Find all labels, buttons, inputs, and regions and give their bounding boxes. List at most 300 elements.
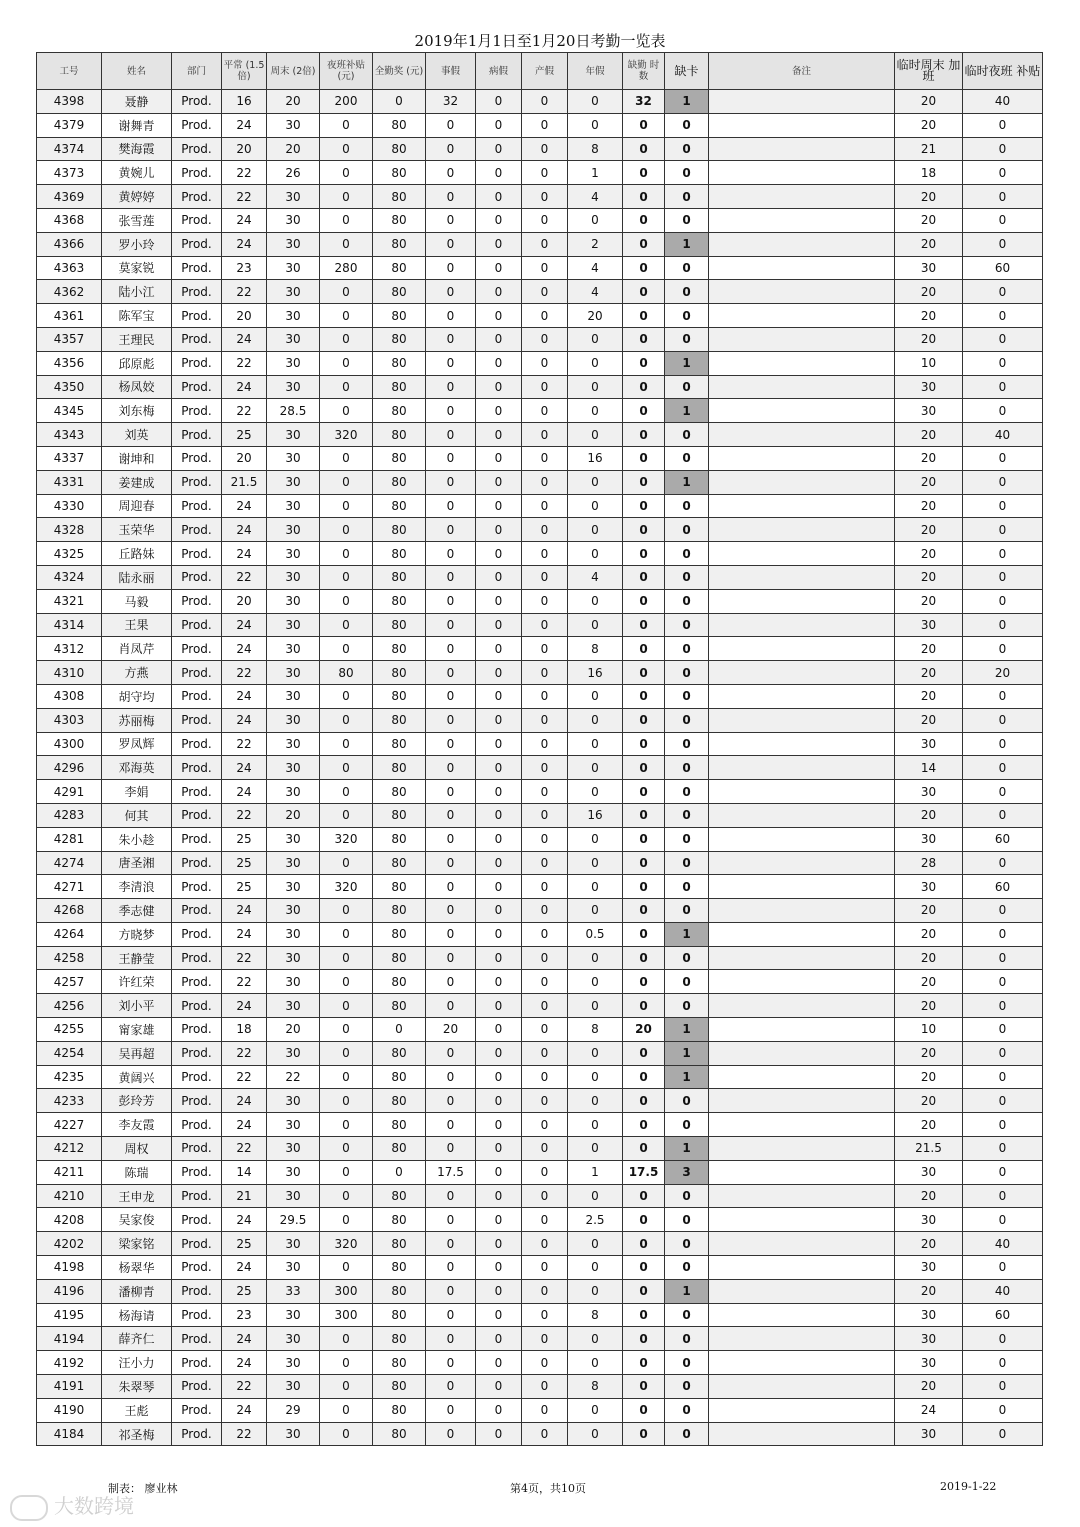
col-full-attendance-cell: 80 <box>373 423 426 447</box>
col-name-cell: 张雪莲 <box>102 208 172 232</box>
table-row <box>37 1303 1043 1327</box>
col-name-cell: 甯家雄 <box>102 1018 172 1042</box>
col-night-allowance-cell: 0 <box>320 922 373 946</box>
col-annual-leave-cell: 20 <box>568 304 623 328</box>
col-empno-cell: 4331 <box>37 470 102 494</box>
table-row <box>37 423 1043 447</box>
col-personal-leave-cell: 0 <box>426 708 476 732</box>
col-missed-punch-cell: 1 <box>665 470 709 494</box>
col-night-allowance-cell: 0 <box>320 1351 373 1375</box>
col-annual-leave-cell: 1 <box>568 1160 623 1184</box>
col-weekend-ot-cell: 30 <box>267 780 320 804</box>
col-sick-leave-cell: 0 <box>476 1065 522 1089</box>
col-temp-weekend-ot-cell: 20 <box>895 423 963 447</box>
col-empno-cell: 4208 <box>37 1208 102 1232</box>
col-missed-punch-cell: 0 <box>665 1256 709 1280</box>
col-annual-leave-cell: 0 <box>568 1232 623 1256</box>
col-temp-weekend-ot-cell: 20 <box>895 1232 963 1256</box>
col-temp-night-allowance-cell: 0 <box>963 542 1043 566</box>
col-missed-punch-cell: 0 <box>665 375 709 399</box>
col-name-cell: 潘柳青 <box>102 1279 172 1303</box>
col-absence-hours-cell: 20 <box>623 1018 665 1042</box>
col-name-cell: 肖凤芹 <box>102 637 172 661</box>
col-annual-leave-cell: 0 <box>568 518 623 542</box>
col-annual-leave-cell: 2.5 <box>568 1208 623 1232</box>
col-full-attendance-cell: 80 <box>373 875 426 899</box>
col-personal-leave-cell: 0 <box>426 1327 476 1351</box>
col-personal-leave-cell: 0 <box>426 113 476 137</box>
col-sick-leave-cell: 0 <box>476 1160 522 1184</box>
col-absence-hours-cell: 0 <box>623 994 665 1018</box>
table-row <box>37 589 1043 613</box>
col-missed-punch-cell: 0 <box>665 208 709 232</box>
col-dept-cell: Prod. <box>172 494 222 518</box>
col-absence-hours-cell: 0 <box>623 113 665 137</box>
col-sick-leave-cell: 0 <box>476 1089 522 1113</box>
col-temp-night-allowance-cell: 40 <box>963 90 1043 114</box>
col-dept-cell: Prod. <box>172 708 222 732</box>
col-annual-leave-cell: 0 <box>568 970 623 994</box>
col-dept-cell: Prod. <box>172 1351 222 1375</box>
col-maternity-leave-cell: 0 <box>522 351 568 375</box>
col-remarks-cell <box>709 1398 895 1422</box>
col-weekend-ot-cell: 30 <box>267 732 320 756</box>
col-name-cell: 刘东梅 <box>102 399 172 423</box>
col-temp-night-allowance-cell: 0 <box>963 1160 1043 1184</box>
table-row <box>37 1041 1043 1065</box>
table-row <box>37 375 1043 399</box>
col-sick-leave-cell: 0 <box>476 542 522 566</box>
col-annual-leave-cell: 2 <box>568 232 623 256</box>
table-row <box>37 137 1043 161</box>
col-temp-weekend-ot-cell: 30 <box>895 875 963 899</box>
col-annual-leave-cell: 0 <box>568 1184 623 1208</box>
col-weekday-ot-cell: 16 <box>222 90 267 114</box>
col-remarks-cell <box>709 946 895 970</box>
col-name-cell: 邱原彪 <box>102 351 172 375</box>
col-full-attendance-cell: 80 <box>373 661 426 685</box>
col-maternity-leave-cell: 0 <box>522 1375 568 1399</box>
col-sick-leave-cell: 0 <box>476 423 522 447</box>
col-full-attendance-cell: 80 <box>373 327 426 351</box>
col-personal-leave-cell: 0 <box>426 446 476 470</box>
table-row <box>37 1279 1043 1303</box>
col-personal-leave-cell: 0 <box>426 1398 476 1422</box>
col-weekday-ot-cell: 24 <box>222 780 267 804</box>
col-empno-cell: 4374 <box>37 137 102 161</box>
col-temp-weekend-ot-cell: 14 <box>895 756 963 780</box>
col-sick-leave-cell: 0 <box>476 1113 522 1137</box>
col-absence-hours-cell: 0 <box>623 565 665 589</box>
col-temp-night-allowance-cell: 0 <box>963 1398 1043 1422</box>
col-empno-cell: 4330 <box>37 494 102 518</box>
table-row <box>37 256 1043 280</box>
col-remarks-cell <box>709 1375 895 1399</box>
col-personal-leave-cell: 0 <box>426 1256 476 1280</box>
col-maternity-leave-cell: 0 <box>522 161 568 185</box>
col-absence-hours-cell: 0 <box>623 637 665 661</box>
col-weekend-ot-cell: 30 <box>267 1232 320 1256</box>
col-missed-punch-cell: 0 <box>665 1089 709 1113</box>
col-temp-night-allowance-cell: 0 <box>963 851 1043 875</box>
col-missed-punch-cell: 0 <box>665 780 709 804</box>
col-missed-punch-cell: 1 <box>665 1018 709 1042</box>
col-dept-cell: Prod. <box>172 875 222 899</box>
col-temp-weekend-ot-cell: 30 <box>895 399 963 423</box>
col-weekend-ot-cell: 30 <box>267 1184 320 1208</box>
table-row <box>37 208 1043 232</box>
col-weekend-ot-cell: 30 <box>267 423 320 447</box>
col-maternity-leave-cell: 0 <box>522 899 568 923</box>
col-absence-hours-cell: 0 <box>623 1089 665 1113</box>
col-weekend-ot-cell: 30 <box>267 922 320 946</box>
col-name-cell: 陆小江 <box>102 280 172 304</box>
col-dept-cell: Prod. <box>172 1018 222 1042</box>
col-absence-hours-cell: 0 <box>623 256 665 280</box>
col-missed-punch-cell: 3 <box>665 1160 709 1184</box>
col-night-allowance-cell: 0 <box>320 613 373 637</box>
col-annual-leave-cell: 0 <box>568 780 623 804</box>
col-maternity-leave-cell: 0 <box>522 1398 568 1422</box>
col-absence-hours-cell: 0 <box>623 780 665 804</box>
col-name-cell: 薛齐仁 <box>102 1327 172 1351</box>
col-weekend-ot-cell: 30 <box>267 208 320 232</box>
col-annual-leave-cell: 0 <box>568 542 623 566</box>
col-maternity-leave-cell: 0 <box>522 756 568 780</box>
col-weekday-ot-cell: 24 <box>222 1327 267 1351</box>
col-maternity-leave-cell: 0 <box>522 827 568 851</box>
col-full-attendance-cell: 80 <box>373 470 426 494</box>
col-temp-weekend-ot-cell: 30 <box>895 1256 963 1280</box>
col-temp-weekend-ot-cell: 20 <box>895 1041 963 1065</box>
col-temp-weekend-ot-cell: 30 <box>895 1303 963 1327</box>
table-row <box>37 780 1043 804</box>
table-row <box>37 1184 1043 1208</box>
col-night-allowance-cell: 0 <box>320 470 373 494</box>
col-weekend-ot-cell: 29 <box>267 1398 320 1422</box>
col-maternity-leave-cell: 0 <box>522 1232 568 1256</box>
col-temp-weekend-ot-cell: 20 <box>895 185 963 209</box>
col-weekday-ot-cell: 24 <box>222 232 267 256</box>
col-annual-leave-cell: 16 <box>568 661 623 685</box>
col-temp-weekend-ot-cell: 18 <box>895 161 963 185</box>
col-maternity-leave-cell: 0 <box>522 1113 568 1137</box>
col-absence-hours-cell: 0 <box>623 1398 665 1422</box>
col-weekday-ot-cell: 25 <box>222 827 267 851</box>
col-personal-leave-cell: 0 <box>426 1113 476 1137</box>
col-dept-cell: Prod. <box>172 1184 222 1208</box>
col-name-cell: 刘英 <box>102 423 172 447</box>
col-empno-cell: 4271 <box>37 875 102 899</box>
col-remarks-cell <box>709 803 895 827</box>
col-temp-weekend-ot-cell: 30 <box>895 1422 963 1446</box>
col-temp-night-allowance-header: 临时夜班 补贴 <box>963 53 1043 90</box>
col-temp-night-allowance-cell: 0 <box>963 518 1043 542</box>
col-full-attendance-cell: 80 <box>373 780 426 804</box>
col-maternity-leave-cell: 0 <box>522 113 568 137</box>
col-annual-leave-cell: 0 <box>568 994 623 1018</box>
col-dept-cell: Prod. <box>172 399 222 423</box>
col-remarks-cell <box>709 565 895 589</box>
col-weekend-ot-cell: 30 <box>267 1256 320 1280</box>
col-weekday-ot-cell: 22 <box>222 565 267 589</box>
col-dept-cell: Prod. <box>172 899 222 923</box>
col-missed-punch-cell: 0 <box>665 661 709 685</box>
col-weekday-ot-cell: 24 <box>222 518 267 542</box>
col-sick-leave-cell: 0 <box>476 613 522 637</box>
col-temp-night-allowance-cell: 60 <box>963 1303 1043 1327</box>
col-temp-night-allowance-cell: 40 <box>963 1279 1043 1303</box>
col-absence-hours-cell: 0 <box>623 922 665 946</box>
col-maternity-leave-cell: 0 <box>522 1137 568 1161</box>
col-full-attendance-cell: 80 <box>373 1351 426 1375</box>
col-absence-hours-cell: 0 <box>623 280 665 304</box>
col-annual-leave-cell: 0 <box>568 423 623 447</box>
col-remarks-cell <box>709 875 895 899</box>
col-absence-hours-cell: 0 <box>623 946 665 970</box>
col-weekday-ot-cell: 24 <box>222 922 267 946</box>
col-remarks-cell <box>709 637 895 661</box>
col-temp-night-allowance-cell: 0 <box>963 1375 1043 1399</box>
col-empno-cell: 4343 <box>37 423 102 447</box>
col-empno-cell: 4296 <box>37 756 102 780</box>
col-annual-leave-cell: 16 <box>568 803 623 827</box>
col-night-allowance-cell: 0 <box>320 1398 373 1422</box>
col-weekday-ot-cell: 24 <box>222 1398 267 1422</box>
col-temp-night-allowance-cell: 0 <box>963 375 1043 399</box>
col-weekday-ot-cell: 22 <box>222 946 267 970</box>
col-weekday-ot-cell: 23 <box>222 256 267 280</box>
col-annual-leave-cell: 0 <box>568 1041 623 1065</box>
col-missed-punch-cell: 0 <box>665 518 709 542</box>
table-row <box>37 446 1043 470</box>
col-annual-leave-cell: 0 <box>568 756 623 780</box>
col-absence-hours-cell: 0 <box>623 494 665 518</box>
col-remarks-cell <box>709 137 895 161</box>
col-annual-leave-cell: 0 <box>568 1422 623 1446</box>
col-weekend-ot-cell: 30 <box>267 684 320 708</box>
col-sick-leave-cell: 0 <box>476 946 522 970</box>
col-absence-hours-cell: 0 <box>623 827 665 851</box>
col-night-allowance-cell: 320 <box>320 827 373 851</box>
col-temp-weekend-ot-cell: 20 <box>895 970 963 994</box>
col-missed-punch-cell: 0 <box>665 827 709 851</box>
col-weekend-ot-cell: 30 <box>267 1089 320 1113</box>
col-sick-leave-cell: 0 <box>476 518 522 542</box>
col-temp-weekend-ot-cell: 20 <box>895 90 963 114</box>
col-absence-hours-cell: 0 <box>623 161 665 185</box>
col-weekend-ot-cell: 30 <box>267 327 320 351</box>
col-sick-leave-cell: 0 <box>476 1041 522 1065</box>
col-weekend-ot-cell: 30 <box>267 875 320 899</box>
col-absence-hours-cell: 0 <box>623 446 665 470</box>
col-temp-weekend-ot-cell: 21 <box>895 137 963 161</box>
col-night-allowance-cell: 0 <box>320 589 373 613</box>
col-absence-hours-cell: 0 <box>623 208 665 232</box>
col-annual-leave-cell: 0 <box>568 1137 623 1161</box>
col-weekday-ot-cell: 20 <box>222 304 267 328</box>
col-weekday-ot-cell: 24 <box>222 1256 267 1280</box>
col-full-attendance-cell: 80 <box>373 684 426 708</box>
col-missed-punch-header: 缺卡 <box>665 53 709 90</box>
col-full-attendance-cell: 80 <box>373 304 426 328</box>
col-maternity-leave-cell: 0 <box>522 1065 568 1089</box>
col-absence-hours-cell: 0 <box>623 613 665 637</box>
col-remarks-cell <box>709 542 895 566</box>
col-personal-leave-cell: 0 <box>426 946 476 970</box>
col-weekend-ot-cell: 30 <box>267 565 320 589</box>
col-missed-punch-cell: 0 <box>665 280 709 304</box>
col-weekend-ot-cell: 30 <box>267 1422 320 1446</box>
col-personal-leave-cell: 0 <box>426 922 476 946</box>
col-annual-leave-cell: 0 <box>568 113 623 137</box>
col-personal-leave-cell: 0 <box>426 1351 476 1375</box>
col-weekend-ot-cell: 30 <box>267 994 320 1018</box>
col-dept-cell: Prod. <box>172 375 222 399</box>
table-row <box>37 1232 1043 1256</box>
col-personal-leave-cell: 0 <box>426 399 476 423</box>
col-empno-cell: 4192 <box>37 1351 102 1375</box>
table-row <box>37 1351 1043 1375</box>
col-maternity-leave-cell: 0 <box>522 256 568 280</box>
col-maternity-leave-cell: 0 <box>522 637 568 661</box>
col-remarks-cell <box>709 256 895 280</box>
col-remarks-cell <box>709 994 895 1018</box>
col-sick-leave-cell: 0 <box>476 994 522 1018</box>
col-maternity-leave-cell: 0 <box>522 1089 568 1113</box>
col-remarks-header: 备注 <box>709 53 895 90</box>
col-weekday-ot-cell: 22 <box>222 1375 267 1399</box>
table-row <box>37 661 1043 685</box>
col-missed-punch-cell: 0 <box>665 589 709 613</box>
col-temp-weekend-ot-cell: 20 <box>895 470 963 494</box>
col-night-allowance-cell: 0 <box>320 446 373 470</box>
col-night-allowance-cell: 320 <box>320 423 373 447</box>
col-night-allowance-header: 夜班补贴 (元) <box>320 53 373 90</box>
col-night-allowance-cell: 0 <box>320 1422 373 1446</box>
col-missed-punch-cell: 0 <box>665 446 709 470</box>
col-full-attendance-cell: 80 <box>373 185 426 209</box>
col-empno-cell: 4303 <box>37 708 102 732</box>
table-row <box>37 827 1043 851</box>
col-empno-cell: 4283 <box>37 803 102 827</box>
col-weekend-ot-cell: 30 <box>267 1351 320 1375</box>
col-absence-hours-cell: 0 <box>623 232 665 256</box>
footer-page-number: 第4页，共10页 <box>510 1482 586 1495</box>
col-temp-night-allowance-cell: 0 <box>963 1422 1043 1446</box>
col-absence-hours-cell: 0 <box>623 1232 665 1256</box>
col-empno-cell: 4398 <box>37 90 102 114</box>
col-absence-hours-cell: 0 <box>623 1375 665 1399</box>
col-absence-hours-cell: 0 <box>623 1137 665 1161</box>
col-name-cell: 何其 <box>102 803 172 827</box>
table-row <box>37 280 1043 304</box>
col-remarks-cell <box>709 756 895 780</box>
col-name-cell: 方燕 <box>102 661 172 685</box>
col-night-allowance-cell: 0 <box>320 684 373 708</box>
col-full-attendance-cell: 80 <box>373 113 426 137</box>
col-remarks-cell <box>709 494 895 518</box>
col-full-attendance-cell: 80 <box>373 1208 426 1232</box>
col-name-cell: 王彪 <box>102 1398 172 1422</box>
col-remarks-cell <box>709 708 895 732</box>
col-maternity-leave-cell: 0 <box>522 327 568 351</box>
col-temp-weekend-ot-cell: 20 <box>895 661 963 685</box>
col-sick-leave-cell: 0 <box>476 1232 522 1256</box>
col-maternity-leave-cell: 0 <box>522 875 568 899</box>
col-maternity-leave-cell: 0 <box>522 542 568 566</box>
col-full-attendance-header: 全勤奖 (元) <box>373 53 426 90</box>
table-row <box>37 946 1043 970</box>
col-empno-cell: 4321 <box>37 589 102 613</box>
col-weekend-ot-cell: 33 <box>267 1279 320 1303</box>
col-name-cell: 周迎春 <box>102 494 172 518</box>
col-empno-header: 工号 <box>37 53 102 90</box>
col-name-cell: 马毅 <box>102 589 172 613</box>
col-temp-weekend-ot-cell: 20 <box>895 1375 963 1399</box>
col-maternity-leave-cell: 0 <box>522 1184 568 1208</box>
col-missed-punch-cell: 0 <box>665 161 709 185</box>
col-name-cell: 陈瑞 <box>102 1160 172 1184</box>
col-name-cell: 朱小趁 <box>102 827 172 851</box>
col-full-attendance-cell: 80 <box>373 613 426 637</box>
col-temp-night-allowance-cell: 0 <box>963 970 1043 994</box>
col-annual-leave-cell: 0 <box>568 732 623 756</box>
col-annual-leave-cell: 0 <box>568 589 623 613</box>
col-name-cell: 陆永丽 <box>102 565 172 589</box>
col-dept-cell: Prod. <box>172 613 222 637</box>
col-dept-cell: Prod. <box>172 1160 222 1184</box>
col-name-cell: 樊海霞 <box>102 137 172 161</box>
col-full-attendance-cell: 80 <box>373 922 426 946</box>
col-remarks-cell <box>709 780 895 804</box>
col-full-attendance-cell: 80 <box>373 1256 426 1280</box>
col-temp-night-allowance-cell: 0 <box>963 208 1043 232</box>
col-absence-hours-cell: 0 <box>623 661 665 685</box>
col-dept-cell: Prod. <box>172 1208 222 1232</box>
col-remarks-cell <box>709 1279 895 1303</box>
col-weekend-ot-cell: 20 <box>267 803 320 827</box>
col-sick-leave-cell: 0 <box>476 1256 522 1280</box>
col-personal-leave-cell: 0 <box>426 613 476 637</box>
col-annual-leave-cell: 0 <box>568 90 623 114</box>
col-empno-cell: 4195 <box>37 1303 102 1327</box>
col-temp-weekend-ot-cell: 30 <box>895 780 963 804</box>
col-night-allowance-cell: 0 <box>320 208 373 232</box>
col-maternity-leave-cell: 0 <box>522 232 568 256</box>
table-row <box>37 542 1043 566</box>
col-weekend-ot-cell: 30 <box>267 518 320 542</box>
col-empno-cell: 4345 <box>37 399 102 423</box>
col-remarks-cell <box>709 732 895 756</box>
col-weekend-ot-cell: 26 <box>267 161 320 185</box>
col-empno-cell: 4268 <box>37 899 102 923</box>
col-temp-night-allowance-cell: 0 <box>963 684 1043 708</box>
col-temp-weekend-ot-cell: 30 <box>895 1327 963 1351</box>
col-night-allowance-cell: 300 <box>320 1279 373 1303</box>
col-absence-hours-cell: 0 <box>623 1256 665 1280</box>
col-personal-leave-cell: 0 <box>426 1137 476 1161</box>
col-absence-hours-cell: 0 <box>623 304 665 328</box>
col-full-attendance-cell: 80 <box>373 518 426 542</box>
col-temp-night-allowance-cell: 0 <box>963 1018 1043 1042</box>
col-absence-hours-cell: 0 <box>623 185 665 209</box>
col-missed-punch-cell: 0 <box>665 1113 709 1137</box>
col-sick-leave-cell: 0 <box>476 637 522 661</box>
col-night-allowance-cell: 0 <box>320 780 373 804</box>
col-maternity-leave-cell: 0 <box>522 1256 568 1280</box>
col-remarks-cell <box>709 589 895 613</box>
